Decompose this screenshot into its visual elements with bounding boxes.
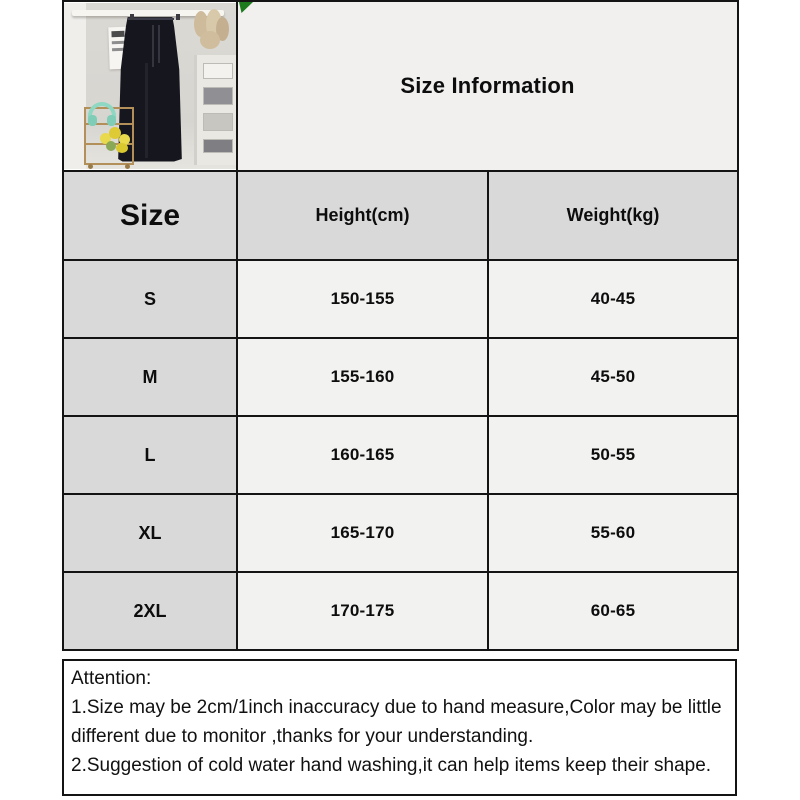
size-label-cell: L: [63, 416, 237, 494]
size-label-cell: M: [63, 338, 237, 416]
attention-heading: Attention:: [71, 668, 152, 689]
green-corner-flag-icon: [239, 2, 253, 13]
product-photo-scene: [64, 3, 236, 169]
fabric-sheen: [145, 63, 148, 158]
yellow-flowers: [100, 127, 132, 155]
waistband: [128, 18, 174, 20]
top-row: [63, 1, 738, 171]
table-row: [63, 494, 738, 572]
column-header-weight: Weight(kg): [488, 171, 738, 260]
table-row: [63, 572, 738, 650]
height-value-cell: 160-165: [237, 416, 488, 494]
hanger-clip-right: [176, 14, 180, 20]
height-value-cell: 150-155: [237, 260, 488, 338]
size-label-cell: XL: [63, 494, 237, 572]
size-information-title-cell: [237, 1, 738, 171]
drawstring: [158, 25, 160, 63]
height-value-cell: 155-160: [237, 338, 488, 416]
attention-box: [62, 659, 737, 796]
column-header-size: Size: [63, 171, 237, 260]
table-row: [63, 338, 738, 416]
product-photo: [63, 1, 237, 171]
dried-flowers: [188, 9, 232, 57]
headphones: [88, 102, 116, 118]
column-header-height: Height(cm): [237, 171, 488, 260]
table-row: [63, 416, 738, 494]
size-label-cell: S: [63, 260, 237, 338]
size-label-cell: 2XL: [63, 572, 237, 650]
table-row: [63, 260, 738, 338]
weight-value-cell: 60-65: [488, 572, 738, 650]
size-rows: [63, 260, 738, 650]
weight-value-cell: 55-60: [488, 494, 738, 572]
weight-value-cell: 50-55: [488, 416, 738, 494]
height-value-cell: 170-175: [237, 572, 488, 650]
table-header-row: [63, 171, 738, 260]
hanger-clip-left: [130, 14, 134, 20]
size-table: [62, 0, 739, 651]
attention-note: 2.Suggestion of cold water hand washing,it can help items keep their shape.: [71, 755, 712, 776]
attention-note: 1.Size may be 2cm/1inch inaccuracy due to hand measure,Color may be little different due to monitor ,thanks for your understanding.: [71, 697, 722, 747]
drawstring: [152, 25, 154, 67]
page-title: Size Information: [400, 73, 575, 98]
storage-shelf: [194, 55, 236, 165]
height-value-cell: 165-170: [237, 494, 488, 572]
weight-value-cell: 40-45: [488, 260, 738, 338]
wall-highlight: [64, 3, 86, 169]
weight-value-cell: 45-50: [488, 338, 738, 416]
